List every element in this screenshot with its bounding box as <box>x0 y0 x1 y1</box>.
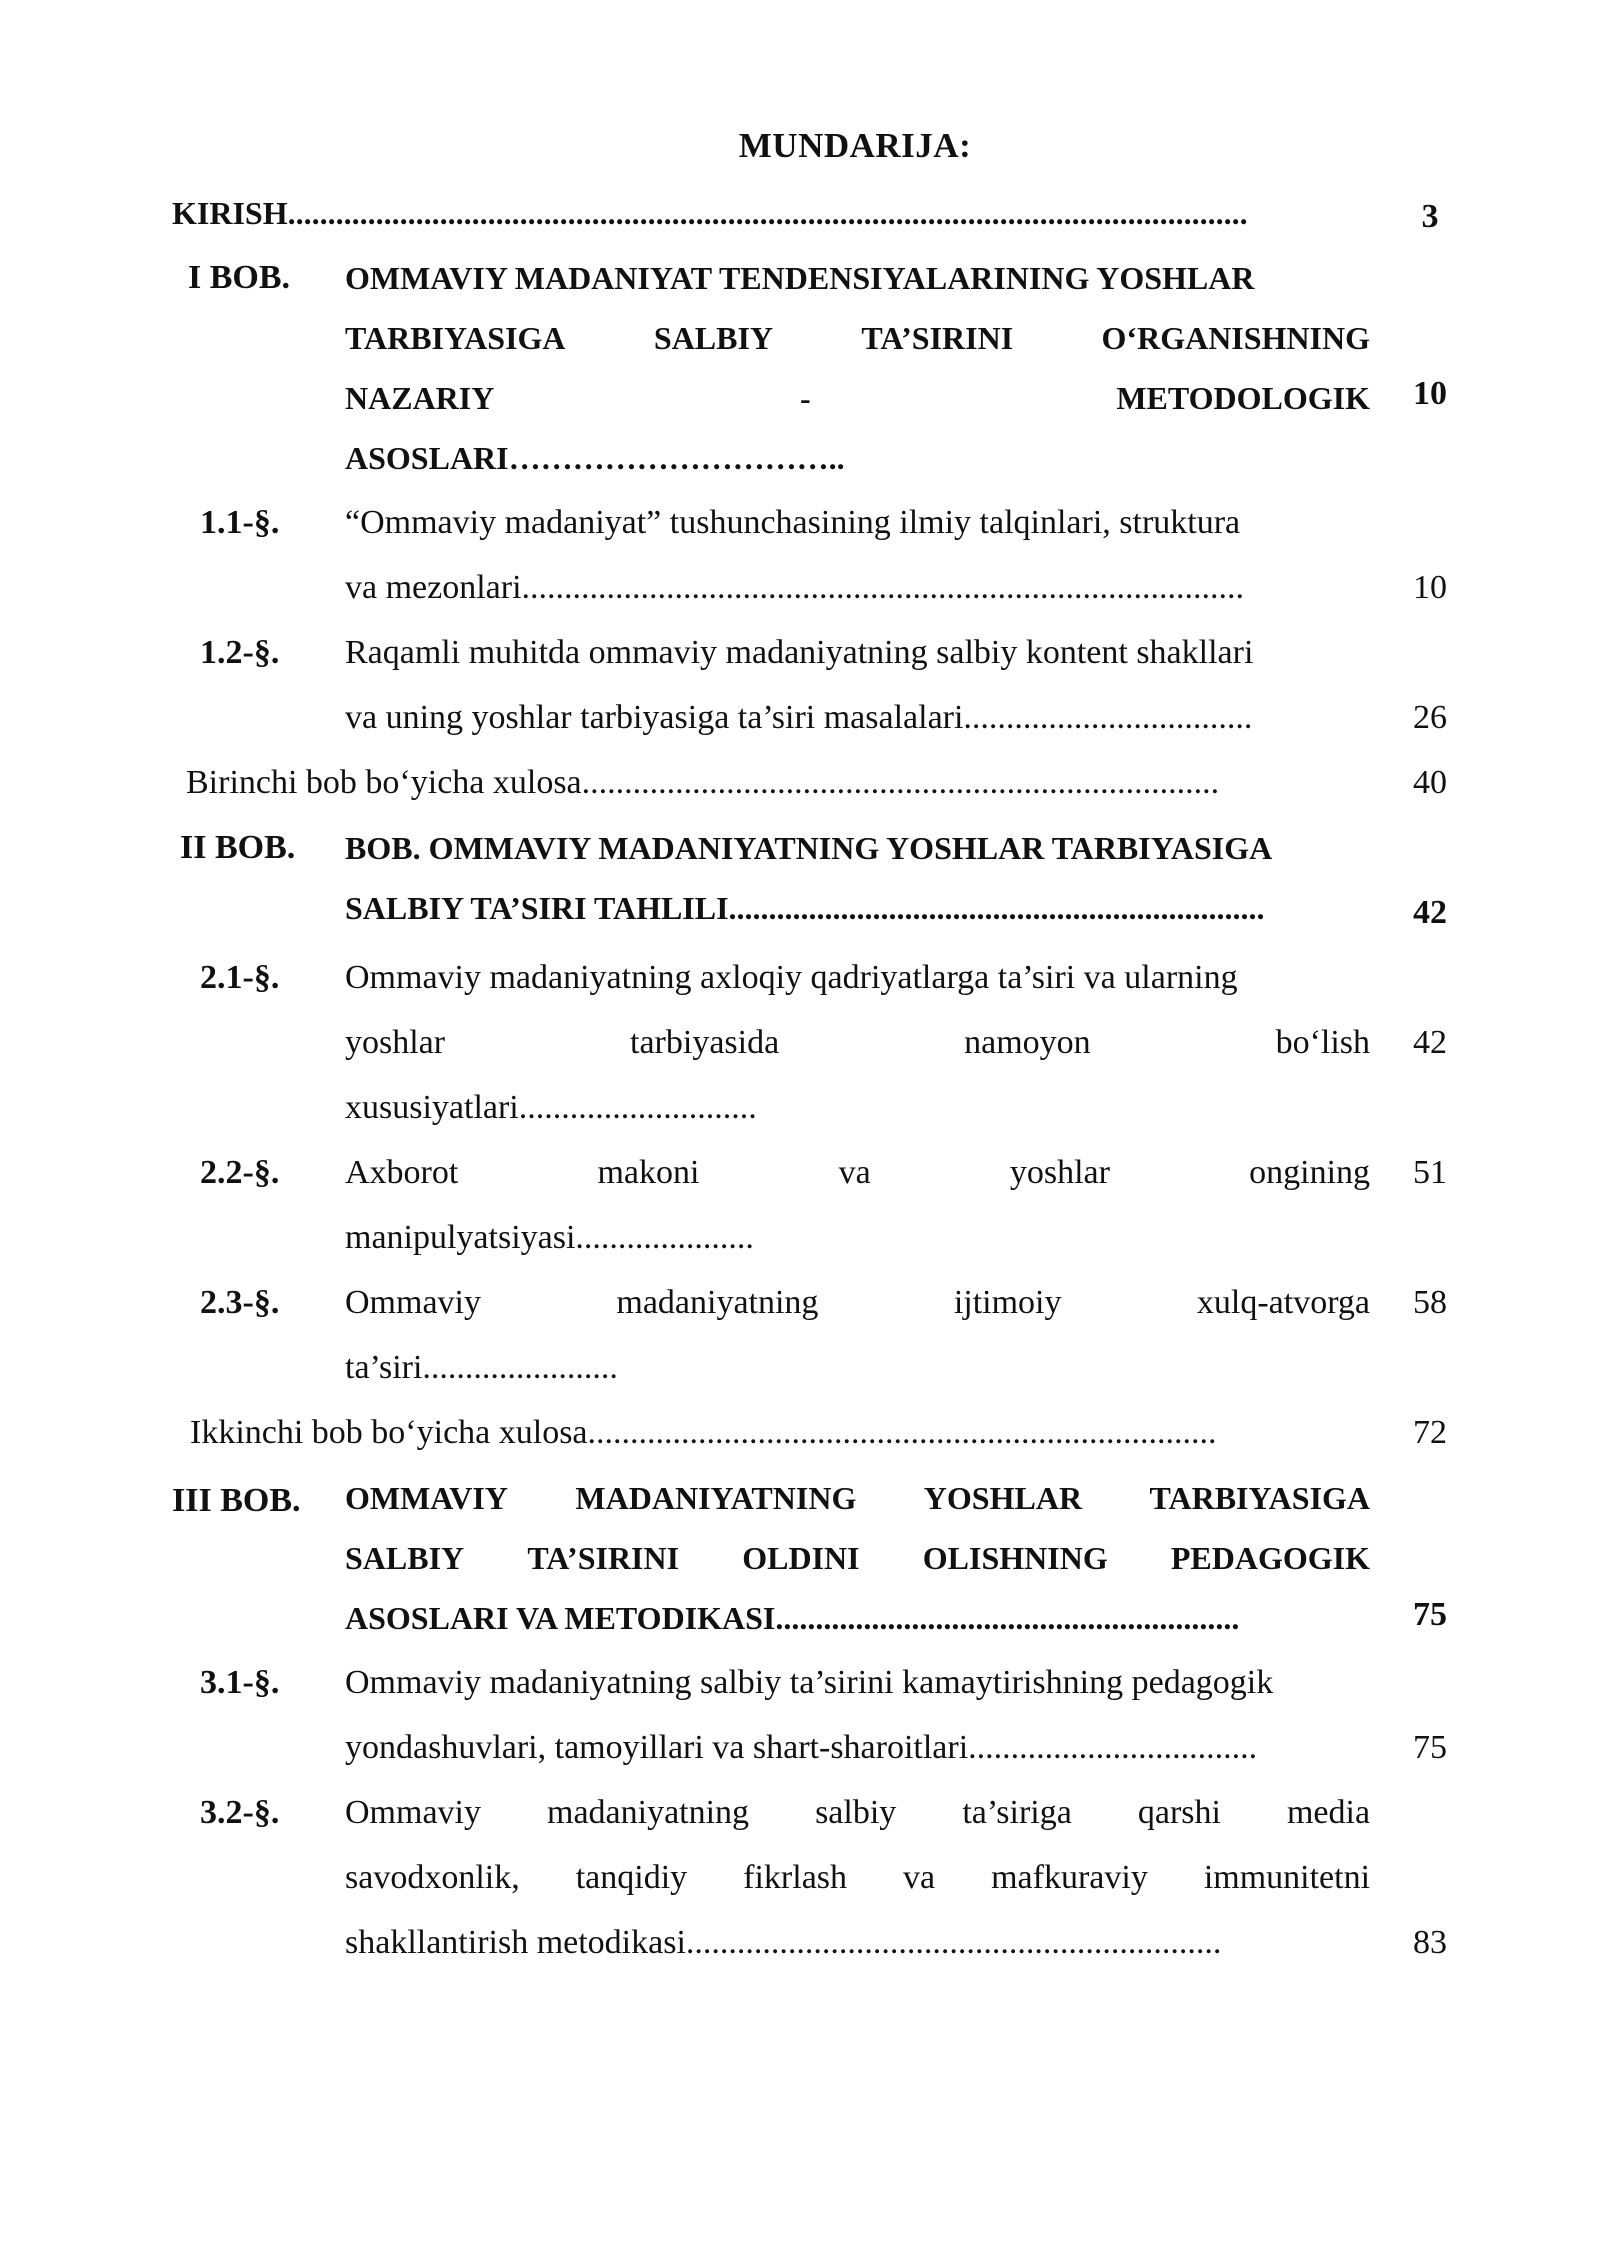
chapter-1-title-line-1: OMMAVIY MADANIYAT TENDENSIYALARINING YOSHLAR <box>345 260 1255 296</box>
chapter-1-label: I BOB. <box>188 259 291 296</box>
section-1-1-line-1: “Ommaviy madaniyat” tushunchasining ilmiy talqinlari, struktura <box>345 504 1241 541</box>
section-2-3-page: 58 <box>1413 1284 1447 1321</box>
chapter-1-title-line-4: ASOSLARI………………………….. <box>345 440 845 476</box>
section-3-2-line-1 <box>345 1793 1370 1833</box>
section-3-1-page: 75 <box>1413 1729 1447 1766</box>
chapter-2-title-line-1: BOB. OMMAVIY MADANIYATNING YOSHLAR TARBIYASIGA <box>345 830 1273 866</box>
word: yoshlar <box>1009 1154 1110 1191</box>
section-1-1-label: 1.1-§. <box>200 504 280 541</box>
section-2-1-line-1: Ommaviy madaniyatning axloqiy qadriyatlarga ta’siri va ularning <box>345 959 1238 996</box>
word: METODOLOGIK <box>1116 380 1371 416</box>
section-3-2-line-2 <box>345 1858 1370 1898</box>
section-2-3-label: 2.3-§. <box>200 1284 280 1321</box>
section-2-3-line-1 <box>345 1283 1370 1323</box>
word: TARBIYASIGA <box>1149 1480 1371 1516</box>
word: PEDAGOGIK <box>1170 1540 1370 1576</box>
section-3-1-line-2: yondashuvlari, tamoyillari va shart-sharoitlari.................................. <box>345 1729 1258 1766</box>
word: SALBIY <box>345 1540 465 1576</box>
word: fikrlash <box>743 1859 848 1896</box>
word: madaniyatning <box>547 1794 750 1831</box>
section-3-2-page: 83 <box>1413 1924 1447 1961</box>
word: - <box>800 380 811 416</box>
word: OLISHNING <box>922 1540 1108 1576</box>
section-3-1-line-1: Ommaviy madaniyatning salbiy ta’sirini kamaytirishning pedagogik <box>345 1664 1274 1701</box>
word: SALBIY <box>653 320 774 356</box>
chapter-1-page: 10 <box>1413 375 1447 412</box>
section-3-2-label: 3.2-§. <box>200 1794 280 1831</box>
word: NAZARIY <box>345 380 495 416</box>
section-3-2-line-3: shakllantirish metodikasi............................................................... <box>345 1924 1222 1961</box>
word: salbiy <box>815 1794 897 1831</box>
word: mafkuraviy <box>991 1859 1148 1896</box>
word: O‘RGANISHNING <box>1101 320 1370 356</box>
section-2-1-line-2 <box>345 1023 1370 1063</box>
word: xulq-atvorga <box>1196 1284 1371 1321</box>
section-2-2-page: 51 <box>1413 1154 1447 1191</box>
word: Ommaviy <box>345 1284 481 1321</box>
word: ongining <box>1249 1154 1371 1191</box>
word: TARBIYASIGA <box>345 320 566 356</box>
word: Axborot <box>345 1154 459 1191</box>
word: OLDINI <box>742 1540 860 1576</box>
section-1-1-page: 10 <box>1413 569 1447 606</box>
toc-intro: KIRISH........................................................................................................................ <box>172 195 1248 231</box>
word: va <box>838 1154 871 1191</box>
word: TA’SIRINI <box>527 1540 680 1576</box>
word: savodxonlik, <box>345 1859 520 1896</box>
word: tarbiyasida <box>630 1024 780 1061</box>
word: madaniyatning <box>616 1284 819 1321</box>
word: ijtimoiy <box>953 1284 1062 1321</box>
chapter-1-title-line-3 <box>345 378 1370 418</box>
word: Ommaviy <box>345 1794 481 1831</box>
section-2-1-label: 2.1-§. <box>200 959 280 996</box>
word: qarshi <box>1137 1794 1221 1831</box>
section-1-2-page: 26 <box>1413 699 1447 736</box>
chapter-3-label: III BOB. <box>172 1482 301 1519</box>
section-2-2-line-2: manipulyatsiyasi..................... <box>345 1219 754 1256</box>
word: media <box>1286 1794 1371 1831</box>
chapter-2-title-line-2: SALBIY TA’SIRI TAHLILI................................................................... <box>345 890 1265 926</box>
word: yoshlar <box>345 1024 446 1061</box>
word: bo‘lish <box>1275 1024 1371 1061</box>
word: tanqidiy <box>575 1859 688 1896</box>
chapter-2-page: 42 <box>1413 894 1447 931</box>
section-2-1-page: 42 <box>1413 1024 1447 1061</box>
word: MADANIYATNING <box>575 1480 857 1516</box>
section-1-1-line-2: va mezonlari..................................................................................... <box>345 569 1245 606</box>
word: ta’siriga <box>962 1794 1072 1831</box>
word: immunitetni <box>1203 1859 1371 1896</box>
chapter-1-conclusion-page: 40 <box>1413 764 1447 801</box>
section-2-2-label: 2.2-§. <box>200 1154 280 1191</box>
section-1-2-label: 1.2-§. <box>200 634 280 671</box>
chapter-3-title-line-3: ASOSLARI VA METODIKASI.......................................................... <box>345 1600 1240 1636</box>
section-2-3-line-2: ta’siri....................... <box>345 1349 618 1386</box>
section-1-2-line-2: va uning yoshlar tarbiyasiga ta’siri masalalari.................................. <box>345 699 1253 736</box>
word: OMMAVIY <box>345 1480 508 1516</box>
word: va <box>903 1859 936 1896</box>
word: makoni <box>597 1154 700 1191</box>
section-2-2-line-1 <box>345 1153 1370 1193</box>
chapter-3-page: 75 <box>1413 1596 1447 1633</box>
section-3-1-label: 3.1-§. <box>200 1664 280 1701</box>
chapter-1-title-line-2 <box>345 318 1370 358</box>
toc-intro-page: 3 <box>1421 198 1439 235</box>
chapter-2-conclusion-page: 72 <box>1413 1414 1447 1451</box>
chapter-2-conclusion: Ikkinchi bob bo‘yicha xulosa.......................................................................... <box>190 1414 1217 1451</box>
page-title: MUNDARIJA: <box>738 126 972 165</box>
chapter-3-title-line-2 <box>345 1538 1370 1578</box>
section-1-2-line-1: Raqamli muhitda ommaviy madaniyatning salbiy kontent shakllari <box>345 634 1254 671</box>
word: YOSHLAR <box>923 1480 1083 1516</box>
chapter-2-label: II BOB. <box>180 829 296 866</box>
word: namoyon <box>964 1024 1091 1061</box>
section-2-1-line-3: xususiyatlari............................ <box>345 1089 757 1126</box>
chapter-3-title-line-1 <box>345 1478 1370 1518</box>
chapter-1-conclusion: Birinchi bob bo‘yicha xulosa........................................................................... <box>186 764 1220 801</box>
word: TA’SIRINI <box>861 320 1014 356</box>
